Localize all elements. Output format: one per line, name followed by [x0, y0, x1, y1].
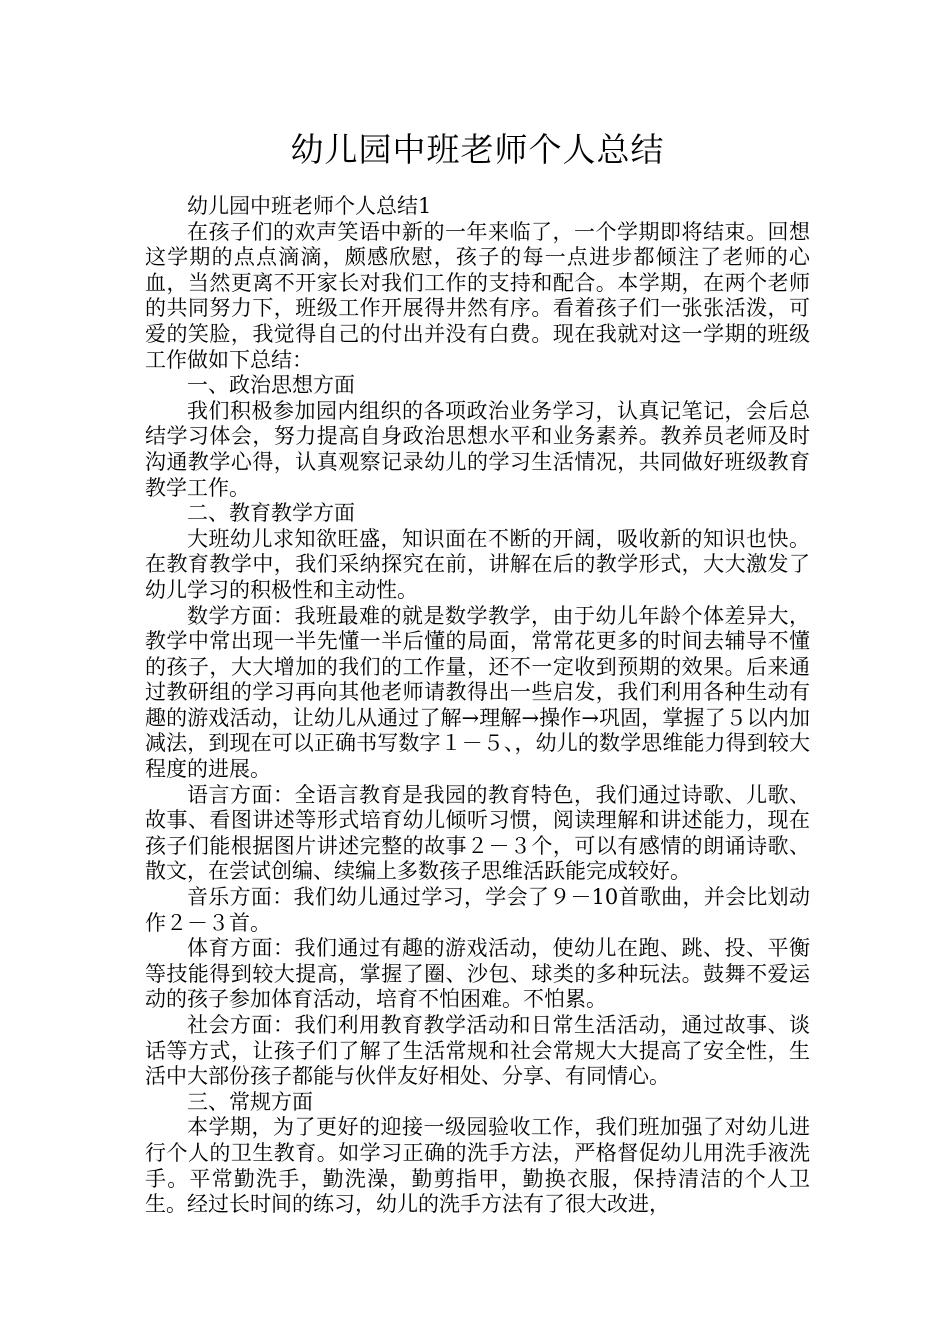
- section-heading-politics: 一、政治思想方面: [187, 373, 355, 398]
- document-title: 幼儿园中班老师个人总结: [290, 130, 665, 169]
- music-paragraph: 音乐方面：我们幼儿通过学习，学会了９－10首歌曲，并会比划动作２－３首。: [145, 885, 810, 935]
- document-page: [145, 128, 810, 1218]
- math-paragraph: 数学方面：我班最难的就是数学教学，由于幼儿年龄个体差异大，教学中常出现一半先懂一半后懂的局面，常常花更多的时间去辅导不懂的孩子，大大增加的我们的工作量，还不一定收到预期的效果。后来通过教研组的学习再向其他老师请教得出一些启发，我们利用各种生动有趣的游戏活动，让幼儿从通过了解→理解→操作→巩固，掌握了５以内加减法，到现在可以正确书写数字１－５、，幼儿的数学思维能力得到较大程度的进展。: [145, 603, 810, 782]
- subtitle-paragraph: 幼儿园中班老师个人总结1: [187, 194, 432, 218]
- section-heading-routine: 三、常规方面: [187, 1089, 313, 1114]
- section-heading-teaching: 二、教育教学方面: [187, 501, 355, 526]
- intro-paragraph: 在孩子们的欢声笑语中新的一年来临了，一个学期即将结束。回想这学期的点点滴滴，颇感欣慰，孩子的每一点进步都倾注了老师的心血，当然更离不开家长对我们工作的支持和配合。本学期，在两个老师的共同努力下，班级工作开展得井然有序。看着孩子们一张张活泼，可爱的笑脸，我觉得自己的付出并没有白费。现在我就对这一学期的班级工作做如下总结：: [145, 219, 810, 372]
- politics-paragraph: 我们积极参加园内组织的各项政治业务学习，认真记笔记，会后总结学习体会，努力提高自身政治思想水平和业务素养。教养员老师及时沟通教学心得，认真观察记录幼儿的学习生活情况，共同做好班级教育教学工作。: [145, 398, 810, 500]
- teaching-paragraph: 大班幼儿求知欲旺盛，知识面在不断的开阔，吸收新的知识也快。在教育教学中，我们采纳探究在前，讲解在后的教学形式，大大激发了幼儿学习的积极性和主动性。: [145, 526, 810, 602]
- social-paragraph: 社会方面：我们利用教育教学活动和日常生活活动，通过故事、谈话等方式，让孩子们了解了生活常规和社会常规大大提高了安全性，生活中大部份孩子都能与伙伴友好相处、分享、有同情心。: [145, 1013, 810, 1089]
- routine-paragraph: 本学期，为了更好的迎接一级园验收工作，我们班加强了对幼儿进行个人的卫生教育。如学习正确的洗手方法，严格督促幼儿用洗手液洗手。平常勤洗手，勤洗澡，勤剪指甲，勤换衣服，保持清洁的个人卫生。经过长时间的练习，幼儿的洗手方法有了很大改进，: [145, 1115, 810, 1217]
- sports-paragraph: 体育方面：我们通过有趣的游戏活动，使幼儿在跑、跳、投、平衡等技能得到较大提高，掌握了圈、沙包、球类的多种玩法。鼓舞不爱运动的孩子参加体育活动，培育不怕困难。不怕累。: [145, 936, 810, 1012]
- language-paragraph: 语言方面：全语言教育是我园的教育特色，我们通过诗歌、儿歌、故事、看图讲述等形式培育幼儿倾听习惯，阅读理解和讲述能力，现在孩子们能根据图片讲述完整的故事２－３个，可以有感情的朗诵诗歌、散文，在尝试创编、续编上多数孩子思维活跃能完成较好。: [145, 782, 810, 884]
